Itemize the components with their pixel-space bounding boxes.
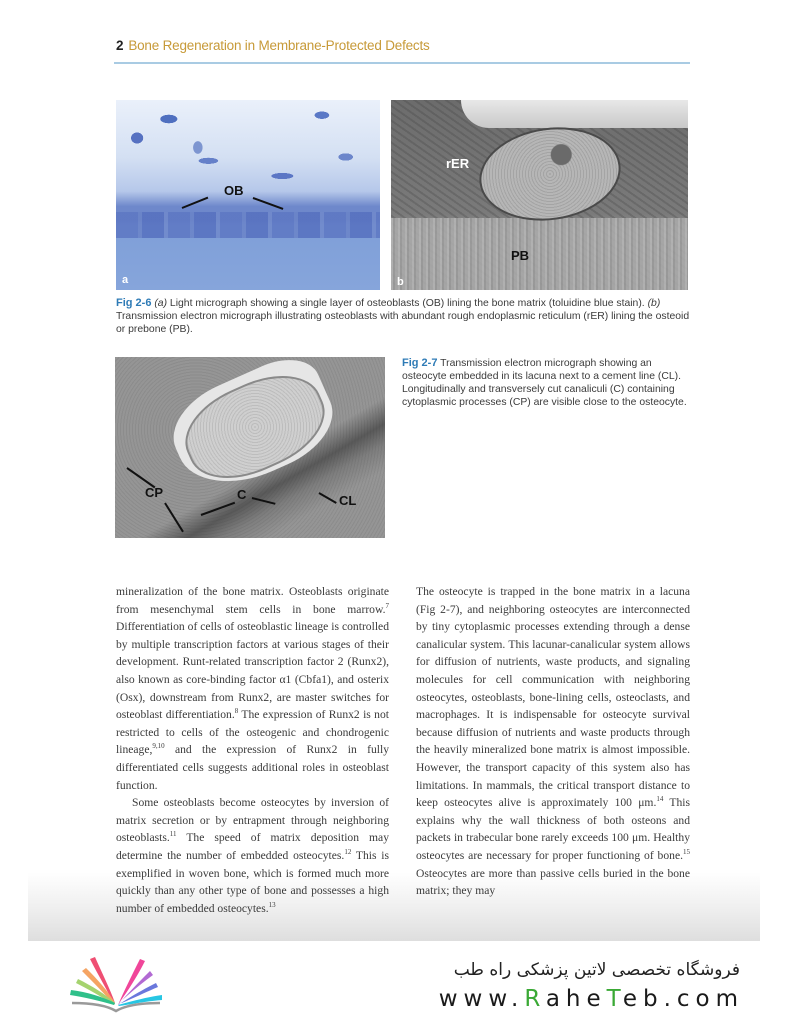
figure-2-6-caption bbox=[116, 297, 690, 336]
text: This is exemplified in woven bone, which is formed much more quickly than any other type of bone and possesses a high number of embedded osteocytes. bbox=[116, 848, 389, 915]
figure-ref: Fig 2-7 bbox=[402, 357, 438, 369]
pointer-line bbox=[164, 502, 184, 532]
url-accent: T bbox=[606, 986, 623, 1012]
label-ob: OB bbox=[224, 183, 244, 198]
text: The speed of matrix deposition may determine the number of embedded osteocytes. bbox=[116, 831, 389, 862]
panel-marker-b: (b) bbox=[647, 298, 661, 309]
paragraph bbox=[416, 583, 690, 900]
citation: 9,10 bbox=[152, 742, 165, 751]
micrograph-region bbox=[461, 100, 688, 128]
caption-text-b: Transmission electron micrograph illustrating osteoblasts with abundant rough endoplasmic reticulum (rER) lining the osteoid or prebone (PB). bbox=[116, 311, 690, 335]
body-column-right bbox=[416, 583, 690, 900]
panel-letter-a: a bbox=[122, 274, 129, 286]
text: The expression of Runx2 is not restricted to cells of the osteogenic and chondrogenic lineage, bbox=[116, 708, 389, 757]
panel-marker-a: (a) bbox=[154, 298, 168, 309]
store-name: فروشگاه تخصصی لاتین پزشکی راه طب bbox=[453, 960, 740, 980]
pointer-line bbox=[182, 197, 209, 209]
pointer-line bbox=[201, 502, 236, 516]
citation: 11 bbox=[169, 830, 177, 839]
label-cp: CP bbox=[145, 485, 164, 500]
chapter-title: Bone Regeneration in Membrane-Protected Defects bbox=[128, 38, 430, 53]
text: The osteocyte is trapped in the bone matrix in a lacuna (Fig 2-7), and neighboring osteocytes are interconnected by tiny cytoplasmic processes extending through a dense canalicular system. This lacunar-canalicular system allows for diffusion of nutrients, waste products, and signaling molecules for cell communication with neighboring osteocytes, osteoblasts, bone-lining cells, osteoclasts, and macrophages. It is indispensable for osteocyte survival because diffusion of nutrients and waste products through the heavily mineralized bone matrix is almost impossible. However, the transport capacity of this system also has limitations. In mammals, the critical transport distance to keep osteocytes alive is approximately 100 μm. bbox=[416, 585, 690, 810]
running-header bbox=[116, 38, 430, 53]
figure-2-6b-electron-micrograph bbox=[391, 100, 688, 290]
header-rule bbox=[114, 62, 690, 64]
label-rer: rER bbox=[446, 156, 470, 171]
paragraph bbox=[116, 794, 389, 917]
citation: 8 bbox=[234, 707, 239, 716]
text: Osteocytes are more than passive cells buried in the bone matrix; they may bbox=[416, 866, 690, 898]
pointer-line bbox=[319, 492, 337, 504]
store-url[interactable] bbox=[416, 986, 744, 1012]
text: mineralization of the bone matrix. Osteoblasts originate from mesenchymal stem cells in bone marrow. bbox=[116, 585, 389, 616]
chapter-number: 2 bbox=[116, 38, 124, 53]
figure-2-6a-light-micrograph bbox=[116, 100, 380, 290]
text: Some osteoblasts become osteocytes by inversion of matrix secretion or by entrapment through neighboring osteoblasts. bbox=[116, 796, 389, 845]
citation: 13 bbox=[268, 900, 276, 909]
text: Differentiation of cells of osteoblastic lineage is controlled by multiple transcription factors at various stages of their development. Runt-related transcription factor 2 (Runx2), also known as core-binding factor α1 (Cbfa1), and osterix (Osx), downstream from Runx2, are master switches for osteoblast differentiation. bbox=[116, 620, 389, 722]
citation: 7 bbox=[385, 601, 389, 610]
figure-2-7-caption bbox=[402, 357, 688, 409]
text: This explains why the wall thickness of both osteons and packets in trabecular bone rarely exceeds 100 μm. Healthy osteocytes are necessary for proper functioning of bone. bbox=[416, 796, 690, 862]
url-accent: R bbox=[524, 986, 546, 1012]
nucleus bbox=[473, 119, 626, 230]
label-c: C bbox=[237, 487, 247, 502]
caption-text: Transmission electron micrograph showing an osteocyte embedded in its lacuna next to a cement line (CL). Longitudinally and transversely cut canaliculi (C) containing cytoplasmic processes (CP) are visible close to the osteocyte. bbox=[402, 358, 687, 408]
pointer-line bbox=[126, 467, 155, 488]
citation: 12 bbox=[344, 848, 352, 857]
prebone-region bbox=[391, 218, 688, 290]
caption-text-a: Light micrograph showing a single layer of osteoblasts (OB) lining the bone matrix (toluidine blue stain). bbox=[167, 298, 648, 309]
open-book-logo-icon bbox=[68, 953, 164, 1015]
citation: 14 bbox=[656, 795, 664, 804]
panel-letter-b: b bbox=[397, 276, 404, 288]
url-part: www. bbox=[438, 986, 525, 1012]
url-part: ahe bbox=[545, 986, 607, 1012]
pointer-line bbox=[252, 497, 276, 505]
label-cl: CL bbox=[339, 493, 357, 508]
paragraph bbox=[116, 583, 389, 794]
url-part: eb.com bbox=[622, 986, 744, 1012]
citation: 15 bbox=[683, 848, 690, 857]
figure-ref: Fig 2-6 bbox=[116, 297, 152, 309]
pointer-line bbox=[253, 197, 284, 210]
label-pb: PB bbox=[511, 248, 530, 263]
body-column-left bbox=[116, 583, 389, 917]
osteoblast-layer bbox=[116, 212, 380, 238]
text: and the expression of Runx2 in fully differentiated cells suggests additional roles in osteoblast function. bbox=[116, 743, 389, 792]
figure-2-7-electron-micrograph bbox=[115, 357, 385, 538]
